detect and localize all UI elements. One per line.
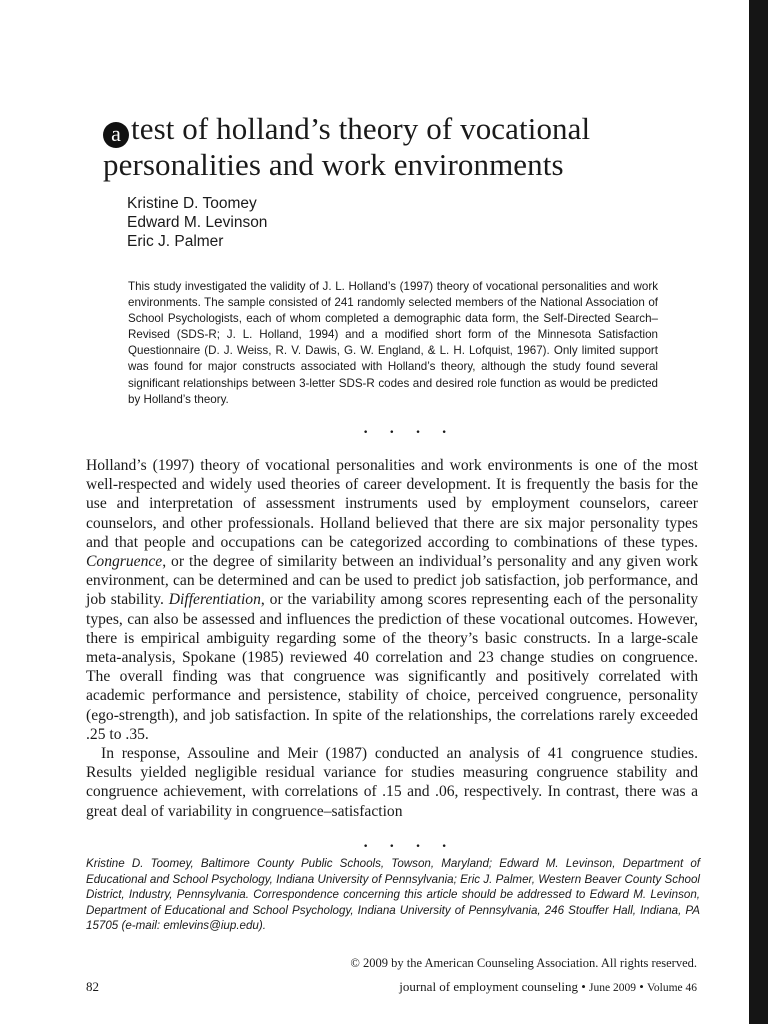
journal-name: journal of employment counseling [399, 979, 578, 994]
body-paragraph-2: In response, Assouline and Meir (1987) conducted an analysis of 41 congruence studies. Results yielded negligible residual variance for studies measuring congruence stability and congruence achievement, with correlations of .15 and .06, respectively. In contrast, there was a great deal of variability in congruence–satisfaction [86, 745, 698, 820]
author-name: Edward M. Levinson [127, 214, 268, 231]
page-number: 82 [86, 979, 99, 994]
body-paragraph-1 [86, 456, 698, 744]
body-text-run: , or the variability among scores representing each of the personality types, can also be assessed and influences the prediction of these vocational outcomes. However, there is empirical ambiguity regarding some of the theory’s basic constructs. In a large-scale meta-analysis, Spokane (1985) reviewed 40 correlation and 23 change studies on congruence. The overall finding was that congruence was significantly and positively correlated with academic performance and persistence, stability of choice, perceived congruence, personality (ego-strength), and job satisfaction. In spite of the relationships, the correlations rarely exceeded .25 to .35. [86, 591, 698, 743]
footnote-separator: • • • • [363, 842, 456, 852]
term-differentiation: Differentiation [168, 591, 261, 609]
article-body [86, 456, 698, 821]
running-footer [399, 979, 697, 995]
author-name: Eric J. Palmer [127, 233, 224, 250]
section-separator: • • • • [363, 428, 456, 438]
title-line-2: personalities and work environments [103, 147, 564, 182]
title-drop-cap-badge: a [103, 122, 129, 148]
scan-page-edge [749, 0, 768, 1024]
term-congruence: Congruence [86, 553, 163, 571]
copyright-notice: © 2009 by the American Counseling Association. All rights reserved. [350, 956, 697, 970]
author-list [127, 194, 267, 251]
article-title [103, 112, 723, 182]
footer-bullet: • [581, 979, 586, 994]
title-line-1: test of holland’s theory of vocational [131, 111, 591, 146]
body-text-run: Holland’s (1997) theory of vocational personalities and work environments is one of the most well-respected and widely used theories of career development. It is frequently the basis for the use and interpretation of assessment instruments used by employment counselors, career counselors, and other professionals. Holland believed that there are six major personality types and that people and occupations can be categorized according to combinations of these types. [86, 457, 698, 551]
author-footnote [86, 856, 700, 934]
footer-bullet: • [639, 979, 644, 994]
abstract: This study investigated the validity of J. L. Holland’s (1997) theory of vocational personalities and work environments. The sample consisted of 241 randomly selected members of the National Association of School Psychologists, each of whom completed a demographic data form, the Self-Directed Search–Revised (SDS-R; J. L. Holland, 1994) and a modified short form of the Minnesota Satisfaction Questionnaire (D. J. Weiss, R. V. Dawis, G. W. England, & L. H. Lofquist, 1967). Only limited support was found for major constructs associated with Holland’s theory, although the study found several significant relationships between 3-letter SDS-R codes and desired role function as would be predicted by Holland’s theory. [128, 280, 658, 406]
author-name: Kristine D. Toomey [127, 195, 257, 212]
footnote-text: Kristine D. Toomey, Baltimore County Public Schools, Towson, Maryland; Edward M. Levinson, Department of Educational and School Psychology, Indiana University of Pennsylvania; Eric J. Palmer, Western Beaver County School District, Industry, Pennsylvania. Correspondence concerning this article should be addressed to Edward M. Levinson, Department of Educational and School Psychology, Indiana University of Pennsylvania, 246 Stouffer Hall, Indiana, PA 15705 (e-mail: emlevins@iup.edu). [86, 857, 700, 933]
volume-number: Volume 46 [647, 982, 697, 994]
issue-date: June 2009 [589, 982, 636, 994]
body-text-run: , or the degree of similarity between an individual’s personality and any given work environment, can be determined and can be used to predict job satisfaction, job performance, and job stability. [86, 553, 698, 609]
